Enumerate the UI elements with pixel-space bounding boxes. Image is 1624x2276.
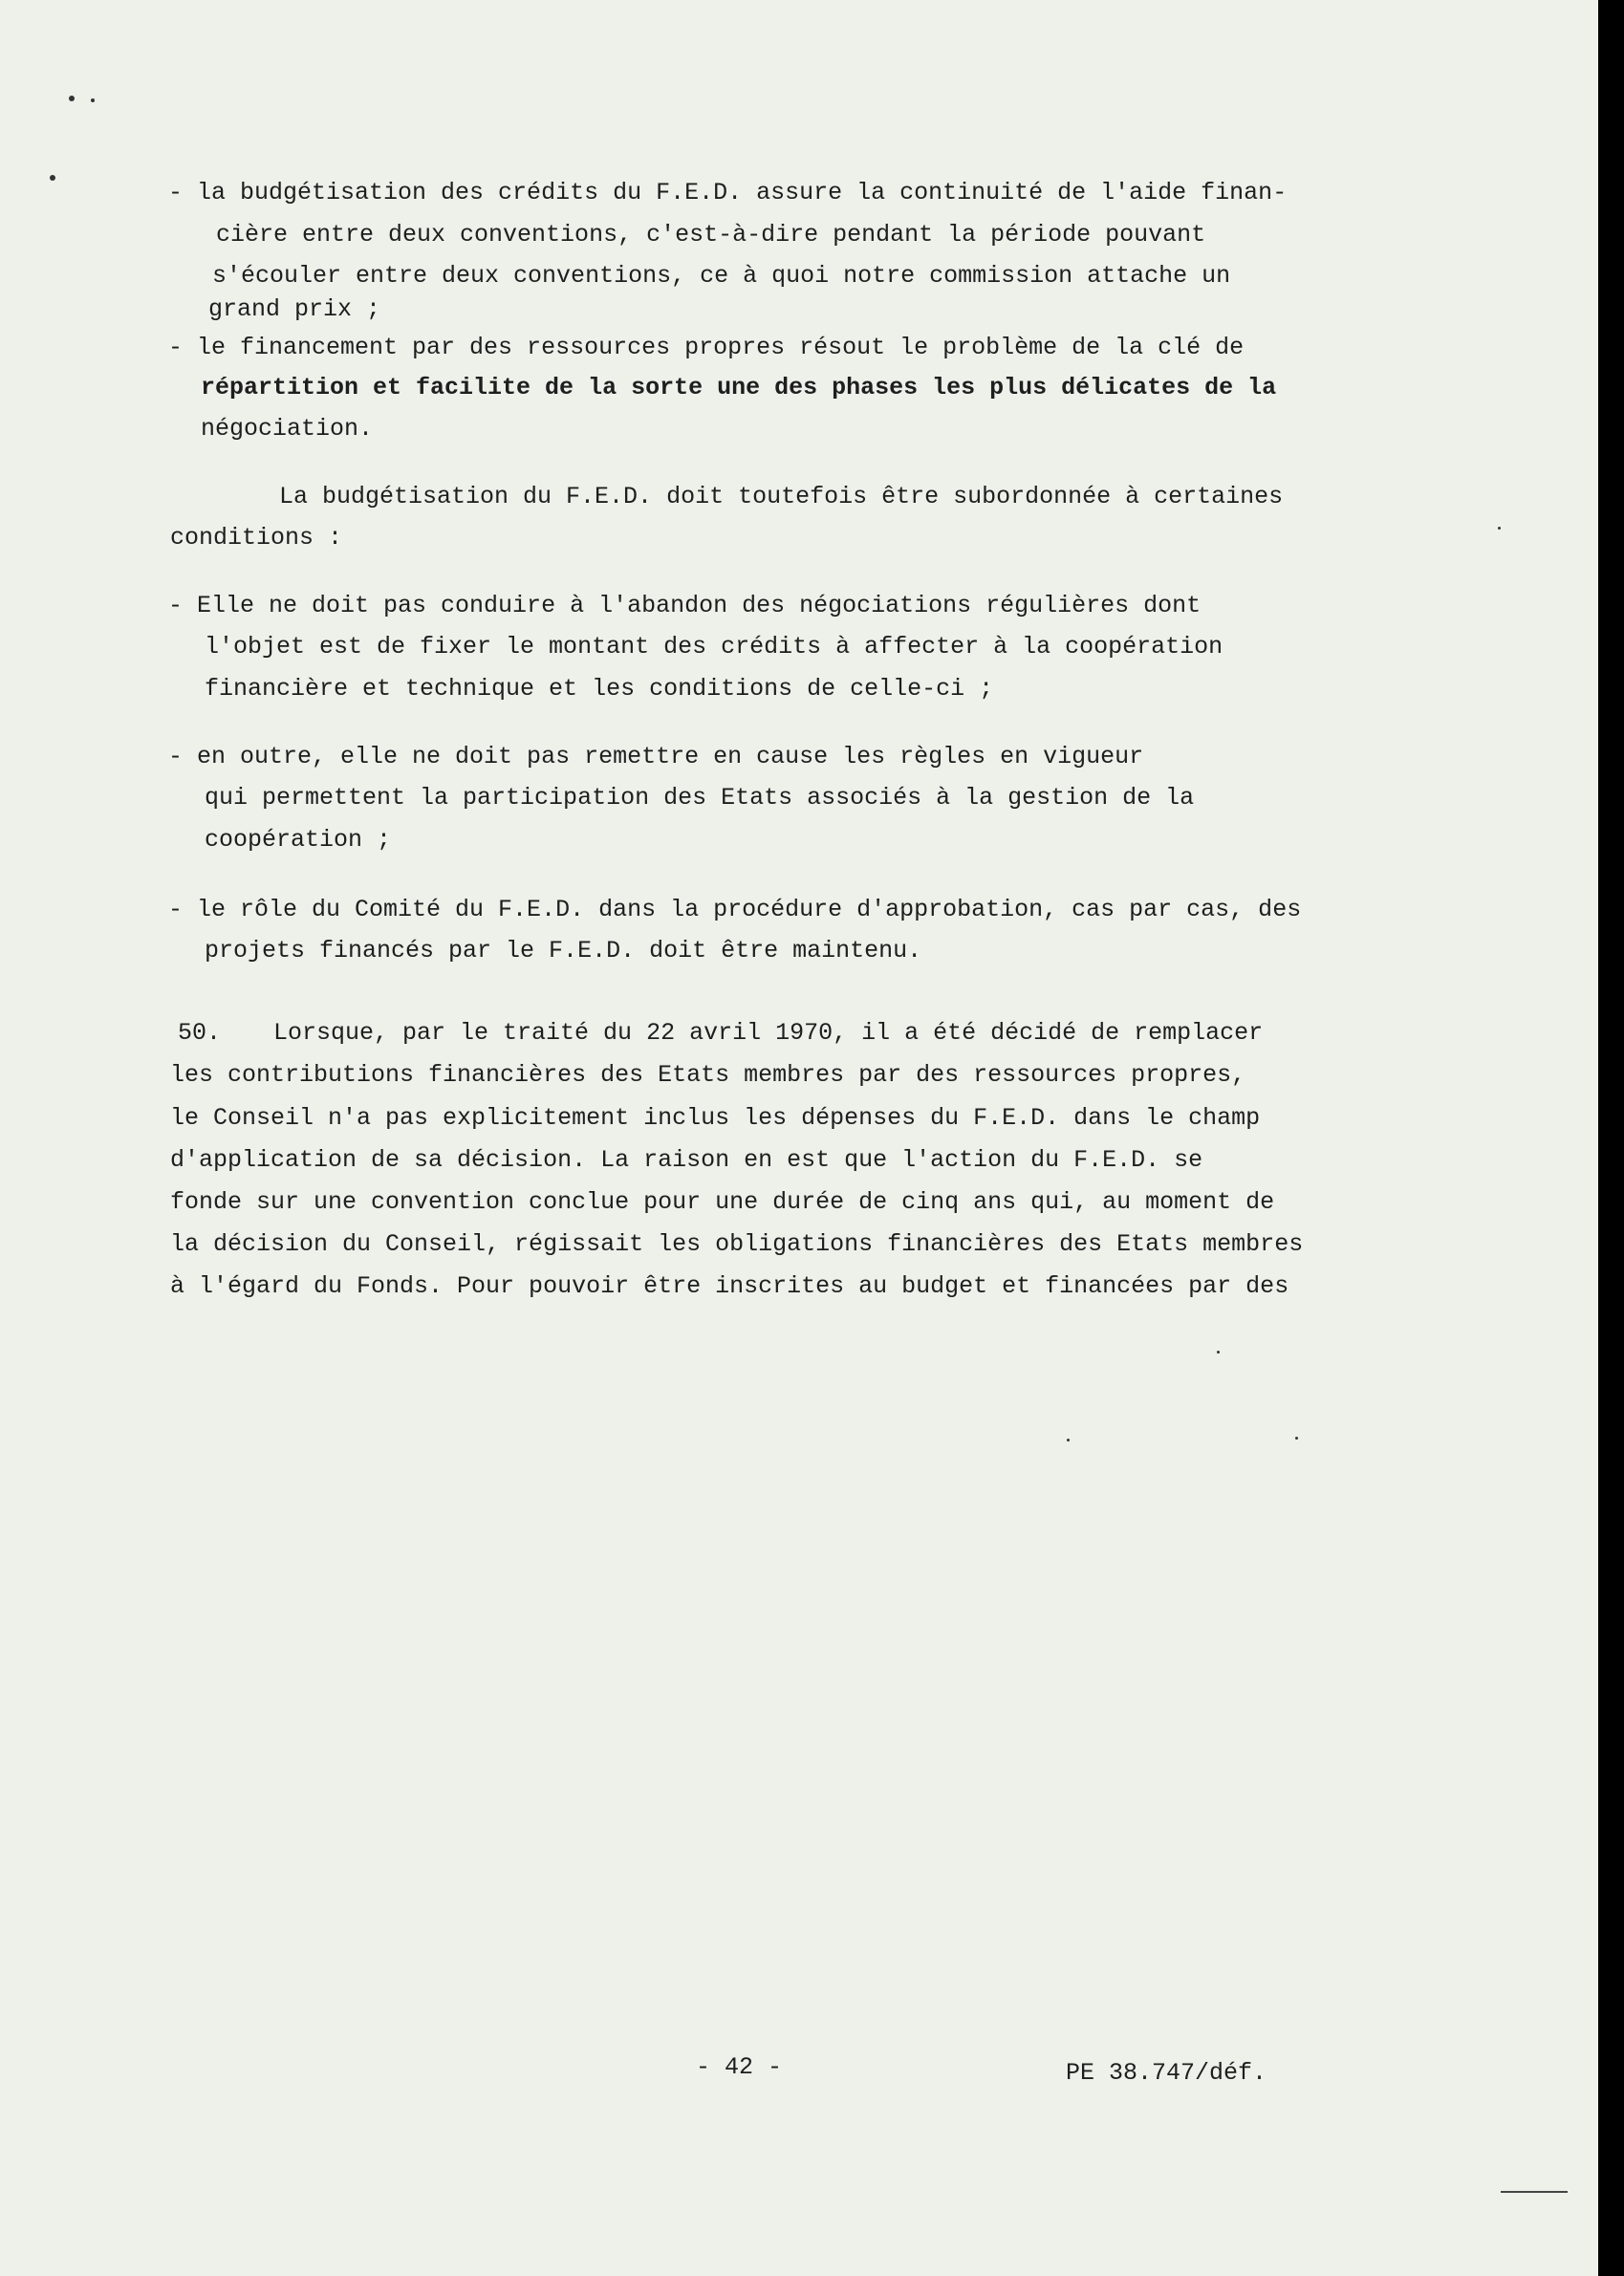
scan-speck: [69, 96, 75, 101]
intro-line-2: conditions :: [170, 524, 343, 552]
condition-1-line-3: financière et technique et les conditions de celle-ci ;: [205, 675, 994, 703]
bullet-1-line-4: grand prix ;: [208, 295, 381, 323]
scan-speck: [1067, 1439, 1070, 1441]
bullet-1-line-2: cière entre deux conventions, c'est-à-dire pendant la période pouvant: [216, 221, 1206, 249]
condition-1-line-2: l'objet est de fixer le montant des crédits à affecter à la coopération: [205, 633, 1223, 661]
scan-speck: [1498, 527, 1501, 530]
bullet-2-line-2: répartition et facilite de la sorte une des phases les plus délicates de la: [201, 374, 1277, 401]
paragraph-50-line-7: à l'égard du Fonds. Pour pouvoir être inscrites au budget et financées par des: [170, 1272, 1289, 1300]
paragraph-50-line-1: Lorsque, par le traité du 22 avril 1970, il a été décidé de remplacer: [273, 1019, 1264, 1047]
bullet-1-line-1: - la budgétisation des crédits du F.E.D. assure la continuité de l'aide finan-: [168, 179, 1288, 206]
bullet-1-line-3: s'écouler entre deux conventions, ce à quoi notre commission attache un: [212, 262, 1231, 290]
scan-speck: [50, 175, 55, 181]
bullet-2-line-3: négociation.: [201, 415, 374, 443]
condition-1-line-1: - Elle ne doit pas conduire à l'abandon des négociations régulières dont: [168, 592, 1202, 619]
bullet-2-line-1: - le financement par des ressources propres résout le problème de la clé de: [168, 334, 1245, 361]
paragraph-50-line-3: le Conseil n'a pas explicitement inclus les dépenses du F.E.D. dans le champ: [170, 1104, 1261, 1132]
intro-line-1: La budgétisation du F.E.D. doit toutefois être subordonnée à certaines: [279, 483, 1284, 510]
condition-2-line-2: qui permettent la participation des Etats associés à la gestion de la: [205, 784, 1195, 812]
scan-speck: [91, 98, 95, 102]
bottom-scan-line: [1501, 2191, 1568, 2193]
paragraph-50-line-2: les contributions financières des Etats membres par des ressources propres,: [170, 1061, 1246, 1089]
condition-3-line-2: projets financés par le F.E.D. doit être maintenu.: [205, 937, 922, 965]
scan-speck: [1217, 1351, 1220, 1354]
condition-2-line-1: - en outre, elle ne doit pas remettre en cause les règles en vigueur: [168, 743, 1144, 770]
paragraph-50-number: 50.: [178, 1019, 222, 1047]
condition-3-line-1: - le rôle du Comité du F.E.D. dans la procédure d'approbation, cas par cas, des: [168, 896, 1302, 923]
paragraph-50-line-6: la décision du Conseil, régissait les obligations financières des Etats membres: [170, 1230, 1304, 1258]
condition-2-line-3: coopération ;: [205, 826, 392, 854]
paragraph-50-line-4: d'application de sa décision. La raison en est que l'action du F.E.D. se: [170, 1146, 1203, 1174]
paragraph-50-line-5: fonde sur une convention conclue pour une durée de cinq ans qui, au moment de: [170, 1188, 1275, 1216]
scan-speck: [1295, 1437, 1298, 1440]
document-reference: PE 38.747/déf.: [1066, 2059, 1267, 2087]
page-number: - 42 -: [696, 2053, 783, 2081]
